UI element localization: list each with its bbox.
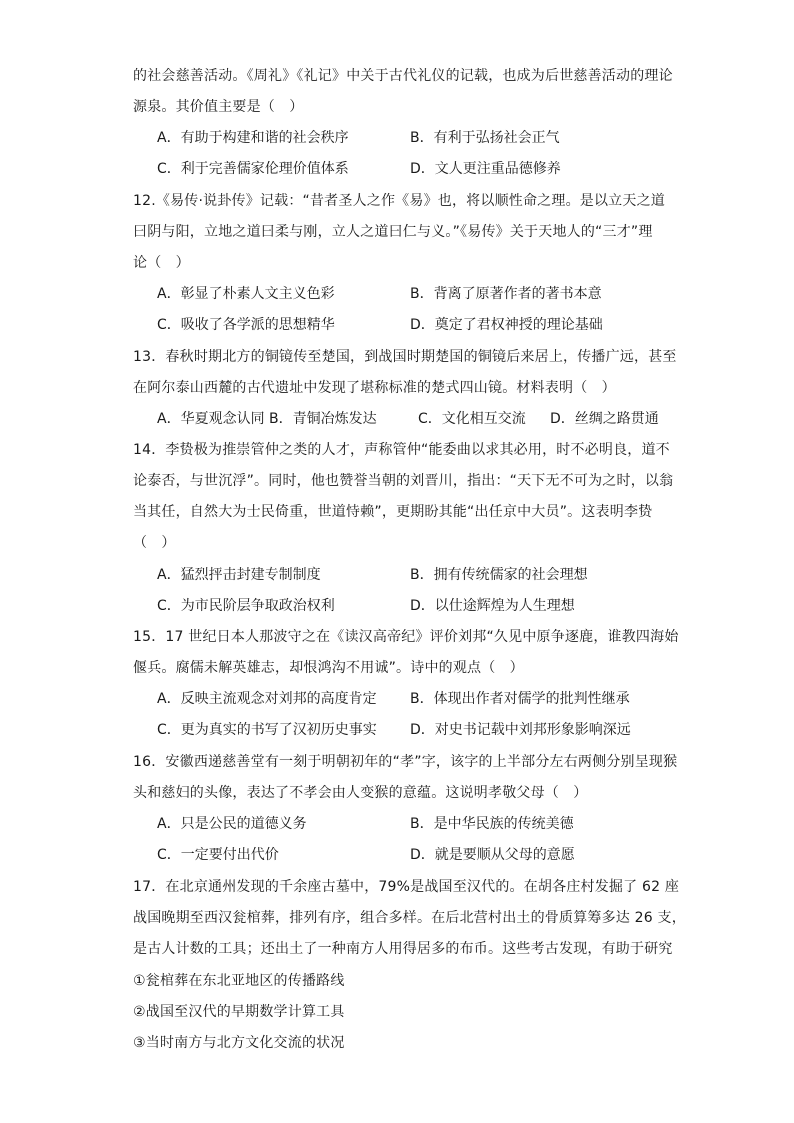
- q11-text-line-2: 源泉。其价值主要是（ ）: [133, 99, 304, 115]
- q16-option-a: A．只是公民的道德义务: [157, 816, 307, 832]
- q14-text-line-3: 当其任，自然大为士民倚重，世道恃赖”，更期盼其能“出任京中大员”。这表明李贽: [133, 504, 653, 520]
- q14-option-a: A．猛烈抨击封建专制制度: [157, 567, 321, 583]
- q17-text-line-3: 是古人计数的工具；还出土了一种南方人用得居多的布币。这些考古发现，有助于研究: [133, 941, 673, 957]
- q17-text-line-2: 战国晚期至西汉瓮棺葬，排列有序，组合多样。在后北营村出土的骨质算筹多达 26 支，: [133, 910, 686, 926]
- q11-option-c: C．利于完善儒家伦理价值体系: [157, 161, 349, 177]
- q15-text-line-1: 15．17 世纪日本人那波守之在《读汉高帝纪》评价刘邦“久见中原争逐鹿，谁教四海始: [133, 629, 679, 645]
- q11-option-a: A．有助于构建和谐的社会秩序: [157, 130, 349, 146]
- q11-text-line-1: 的社会慈善活动。《周礼》《礼记》中关于古代礼仪的记载，也成为后世慈善活动的理论: [133, 68, 673, 84]
- q16-text-line-1: 16．安徽西递慈善堂有一刻于明朝初年的“孝”字，该字的上半部分左右两侧分别呈现猴: [133, 754, 678, 770]
- q17-text-line-1: 17．在北京通州发现的千余座古墓中，79%是战国至汉代的。在胡各庄村发掘了 62 座: [133, 879, 680, 895]
- q17-item-1: ①瓮棺葬在东北亚地区的传播路线: [133, 973, 345, 989]
- q15-option-d: D．对史书记载中刘邦形象影响深远: [410, 722, 631, 738]
- q12-text-line-1: 12.《易传·说卦传》记载：“昔者圣人之作《易》也，将以顺性命之理。是以立天之道: [133, 193, 665, 209]
- q13-option-c: C．文化相互交流: [418, 411, 526, 427]
- q14-text-line-1: 14．李贽极为推崇管仲之类的人才，声称管仲“能委曲以求其必用，时不必明良，道不: [133, 442, 670, 458]
- q17-item-2: ②战国至汉代的早期数学计算工具: [133, 1004, 345, 1020]
- q15-text-line-2: 偃兵。腐儒未解英雄志，却恨鸿沟不用诚”。诗中的观点（ ）: [133, 660, 524, 676]
- q14-text-line-4: （ ）: [133, 535, 176, 551]
- q14-text-line-2: 论泰否，与世沉浮”。同时，他也赞誉当朝的刘晋川，指出：“天下无不可为之时，以翁: [133, 473, 674, 489]
- q14-option-c: C．为市民阶层争取政治权利: [157, 598, 335, 614]
- q16-option-c: C．一定要付出代价: [157, 847, 279, 863]
- q12-text-line-3: 论（ ）: [133, 255, 190, 271]
- q13-option-ab: A．华夏观念认同 B．青铜冶炼发达: [157, 411, 377, 427]
- q11-option-d: D．文人更注重品德修养: [410, 161, 561, 177]
- q15-option-c: C．更为真实的书写了汉初历史事实: [157, 722, 377, 738]
- q16-option-d: D．就是要顺从父母的意愿: [410, 847, 575, 863]
- q12-option-b: B．背离了原著作者的著书本意: [410, 286, 602, 302]
- q15-option-a: A．反映主流观念对刘邦的高度肯定: [157, 691, 377, 707]
- q12-option-c: C．吸收了各学派的思想精华: [157, 317, 335, 333]
- q15-option-b: B．体现出作者对儒学的批判性继承: [410, 691, 630, 707]
- q13-text-line-2: 在阿尔泰山西麓的古代遗址中发现了堪称标准的楚式四山镜。材料表明（ ）: [133, 380, 616, 396]
- q14-option-d: D．以仕途辉煌为人生理想: [410, 598, 575, 614]
- q13-text-line-1: 13．春秋时期北方的铜镜传至楚国，到战国时期楚国的铜镜后来居上，传播广远，甚至: [133, 349, 677, 365]
- q11-option-b: B．有利于弘扬社会正气: [410, 130, 560, 146]
- q17-item-3: ③当时南方与北方文化交流的状况: [133, 1035, 345, 1051]
- q12-option-a: A．彰显了朴素人文主义色彩: [157, 286, 335, 302]
- q12-text-line-2: 曰阴与阳，立地之道曰柔与刚，立人之道曰仁与义。”《易传》关于天地人的“三才”理: [133, 224, 653, 240]
- q13-option-d: D．丝绸之路贯通: [550, 411, 659, 427]
- q16-text-line-2: 头和慈妇的头像，表达了不孝会由人变猴的意蕴。这说明孝敬父母（ ）: [133, 785, 588, 801]
- q12-option-d: D．奠定了君权神授的理论基础: [410, 317, 603, 333]
- q16-option-b: B．是中华民族的传统美德: [410, 816, 574, 832]
- q14-option-b: B．拥有传统儒家的社会理想: [410, 567, 588, 583]
